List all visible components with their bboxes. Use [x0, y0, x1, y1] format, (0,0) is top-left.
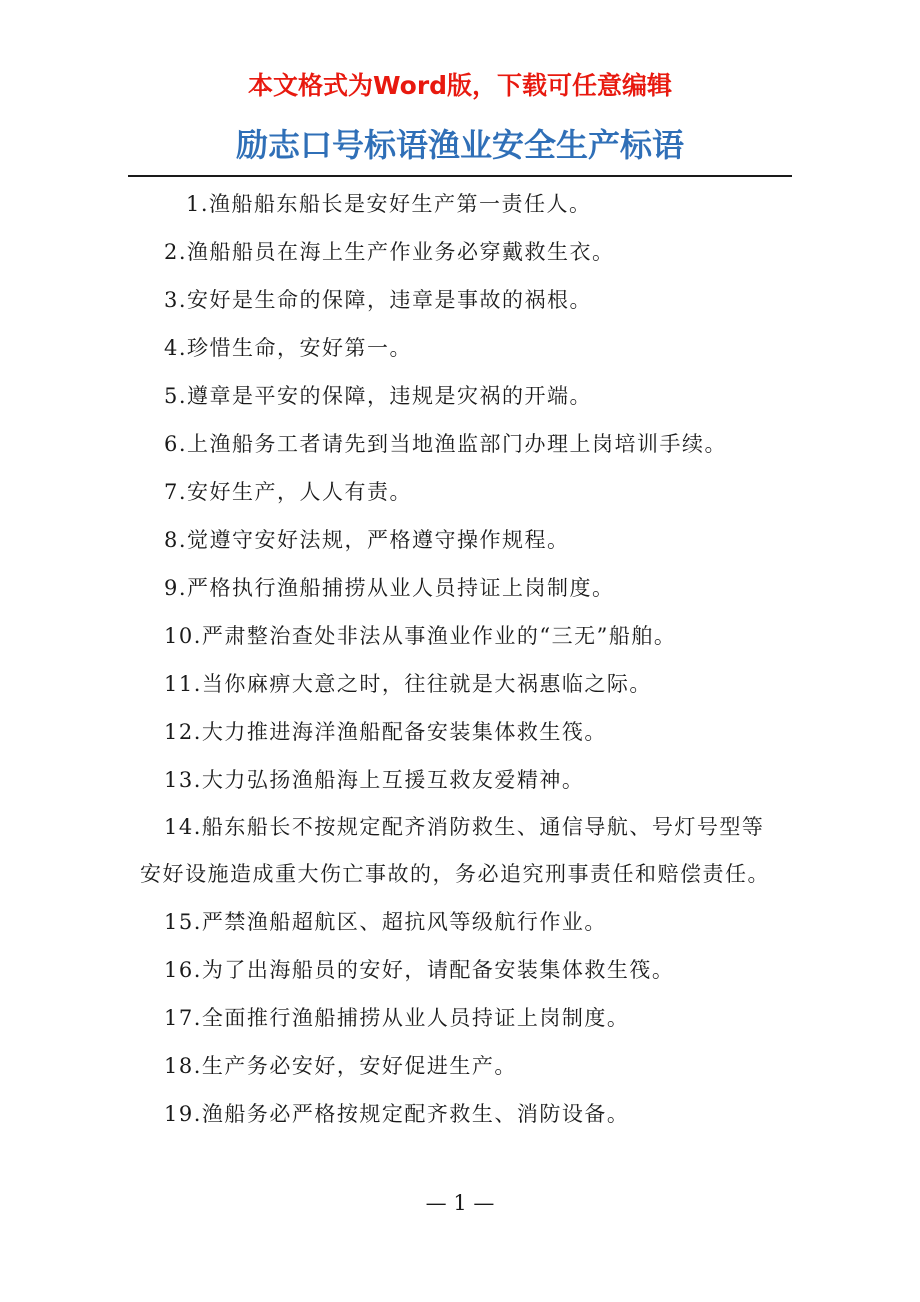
slogan-item: 10.严肃整治查处非法从事渔业作业的“三无”船舶。 [164, 624, 677, 648]
slogan-item: 15.严禁渔船超航区、超抗风等级航行作业。 [164, 910, 607, 934]
slogan-item: 17.全面推行渔船捕捞从业人员持证上岗制度。 [164, 1006, 630, 1030]
slogan-item: 3.安好是生命的保障，违章是事故的祸根。 [164, 288, 593, 312]
slogan-item: 1.渔船船东船长是安好生产第一责任人。 [186, 192, 592, 216]
format-notice: 本文格式为Word版，下载可任意编辑 [247, 71, 673, 100]
slogan-list [140, 180, 785, 1138]
slogan-item: 14.船东船长不按规定配齐消防救生、通信导航、号灯号型等安好设施造成重大伤亡事故的，务必追究刑事责任和赔偿责任。 [140, 815, 770, 886]
slogan-item: 7.安好生产，人人有责。 [164, 480, 413, 504]
slogan-item: 11.当你麻痹大意之时，往往就是大祸惠临之际。 [164, 672, 652, 696]
title-divider [128, 175, 792, 177]
slogan-item: 18.生产务必安好，安好促进生产。 [164, 1054, 517, 1078]
document-title: 励志口号标语渔业安全生产标语 [235, 126, 684, 164]
slogan-item: 16.为了出海船员的安好，请配备安装集体救生筏。 [164, 958, 675, 982]
slogan-item: 8.觉遵守安好法规，严格遵守操作规程。 [164, 528, 570, 552]
slogan-item: 9.严格执行渔船捕捞从业人员持证上岗制度。 [164, 576, 615, 600]
slogan-item: 5.遵章是平安的保障，违规是灾祸的开端。 [164, 384, 593, 408]
slogan-item: 12.大力推进海洋渔船配备安装集体救生筏。 [164, 720, 607, 744]
page-number: — 1 — [425, 1191, 495, 1215]
slogan-item: 19.渔船务必严格按规定配齐救生、消防设备。 [164, 1102, 630, 1126]
slogan-item: 4.珍惜生命，安好第一。 [164, 336, 413, 360]
slogan-item: 2.渔船船员在海上生产作业务必穿戴救生衣。 [164, 240, 615, 264]
slogan-item: 13.大力弘扬渔船海上互援互救友爱精神。 [164, 768, 585, 792]
slogan-item: 6.上渔船务工者请先到当地渔监部门办理上岗培训手续。 [164, 432, 728, 456]
